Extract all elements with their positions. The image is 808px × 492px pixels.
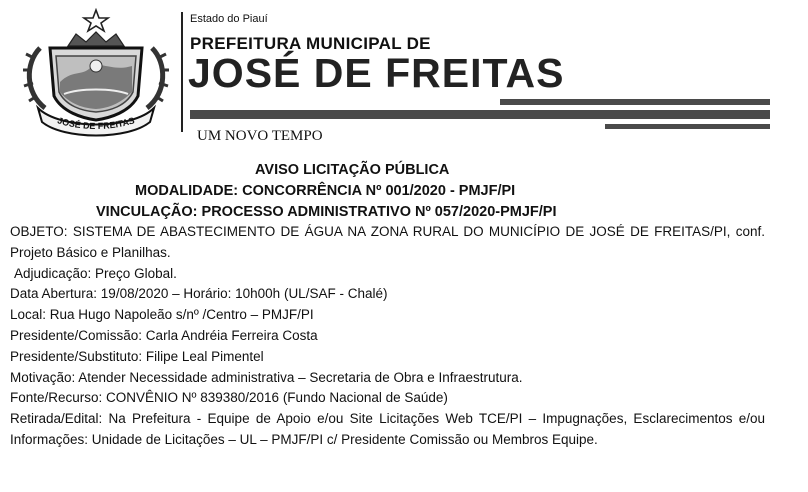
retirada-edital-text: Retirada/Edital: Na Prefeitura - Equipe de Apoio e/ou Site Licitações Web TCE/PI – Impugnações, Esclarecimentos e/ou Informações: Unidade de Licitações – UL – PMJF/PI c/ Presidente Comissão ou Membros Equipe. — [10, 411, 765, 447]
municipal-seal-icon — [20, 8, 172, 138]
notice-title: AVISO LICITAÇÃO PÚBLICA — [255, 162, 450, 178]
seal-ribbon-text: JOSÉ DE FREITAS — [56, 115, 136, 132]
motto: UM NOVO TEMPO — [197, 128, 323, 144]
header-divider — [181, 12, 183, 132]
notice-vinculacao: VINCULAÇÃO: PROCESSO ADMINISTRATIVO Nº 057/2020-PMJF/PI — [96, 204, 557, 220]
notice-heading — [0, 160, 808, 223]
data-abertura-text: Data Abertura: 19/08/2020 – Horário: 10h00h (UL/SAF - Chalé) — [10, 286, 388, 302]
decorative-bar — [605, 124, 770, 129]
presidente-substituto-text: Presidente/Substituto: Filipe Leal Pimentel — [10, 348, 264, 364]
adjudicacao-text: Adjudicação: Preço Global. — [14, 265, 177, 281]
notice-body — [10, 222, 765, 451]
presidente-comissao-text: Presidente/Comissão: Carla Andréia Ferreira Costa — [10, 327, 318, 343]
objeto-text: OBJETO: SISTEMA DE ABASTECIMENTO DE ÁGUA NA ZONA RURAL DO MUNICÍPIO DE JOSÉ DE FREITAS/PI, conf. Projeto Básico e Planilhas. — [10, 224, 765, 260]
notice-modalidade: MODALIDADE: CONCORRÊNCIA Nº 001/2020 - PMJF/PI — [135, 183, 516, 199]
decorative-bar — [190, 110, 770, 119]
letterhead — [0, 0, 808, 150]
prefeitura-label: PREFEITURA MUNICIPAL DE — [190, 34, 431, 53]
local-text: Local: Rua Hugo Napoleão s/nº /Centro – PMJF/PI — [10, 307, 314, 323]
city-name: JOSÉ DE FREITAS — [188, 50, 565, 96]
motivacao-text: Motivação: Atender Necessidade administrativa – Secretaria de Obra e Infraestrutura. — [10, 369, 523, 385]
decorative-bar — [500, 99, 770, 105]
fonte-recurso-text: Fonte/Recurso: CONVÊNIO Nº 839380/2016 (Fundo Nacional de Saúde) — [10, 390, 448, 406]
state-label: Estado do Piauí — [190, 13, 268, 25]
